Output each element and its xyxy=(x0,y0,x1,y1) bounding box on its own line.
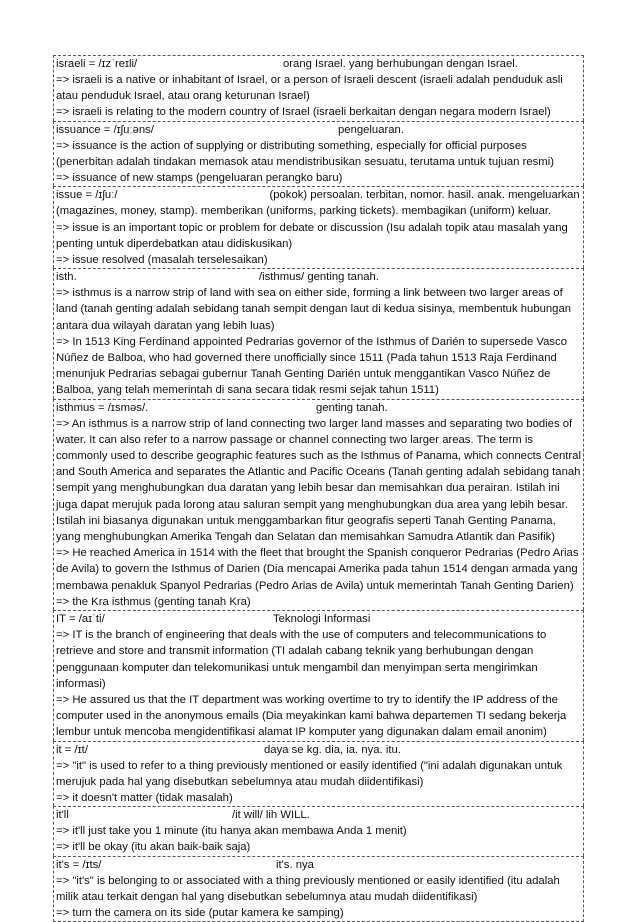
entry-term: it = /ɪt/ xyxy=(56,743,88,756)
entry-term: IT = /aɪˈti/ xyxy=(56,613,105,626)
entry-meaning: /it will/ lih WILL. xyxy=(232,809,310,822)
entry-header xyxy=(56,807,581,823)
entry-issuance xyxy=(53,121,584,187)
entry-meaning: it's. nya xyxy=(276,858,314,871)
entry-itll xyxy=(53,806,584,855)
dictionary-page xyxy=(53,55,584,922)
entry-header xyxy=(56,56,581,72)
entry-header xyxy=(56,857,581,873)
entry-line: => An isthmus is a narrow strip of land connecting two larger land masses and separating two bodies of water. It can also refer to a narrow passage or channel connecting two larger areas. The term is commonly used to describe geographic features such as the Isthmus of Panama, which connects Central and South America and separates the Atlantic and Pacific Oceans (Tanah genting adalah sebidang tanah sempit yang menghubungkan dua daratan yang lebih besar dan memisahkan dua perairan. Istilah ini juga dapat merujuk pada lorong atau saluran sempit yang menghubungkan dua area yang lebih besar. Istilah ini biasanya digunakan untuk menggambarkan fitur geografis seperti Tanah Genting Panama, yang menghubungkan Amerika Tengah dan Selatan dan memisahkan Samudra Atlantik dan Pasifik) xyxy=(56,417,581,544)
entry-term: it's = /ɪts/ xyxy=(56,858,102,871)
entry-isthmus xyxy=(53,399,584,610)
entry-line: => issuance is the action of supplying or distributing something, especially for official purposes (penerbitan adalah tindakan memasok atau mendistribusikan sesuatu, terutama untuk tujuan resmi) xyxy=(56,139,554,168)
entry-it-acronym xyxy=(53,610,584,740)
entry-header xyxy=(56,187,581,219)
entry-line: => isthmus is a narrow strip of land with sea on either side, forming a link between two larger areas of land (tanah genting adalah sebidang tanah sempit dengan laut di kedua sisinya, membentuk hubungan antara dua wilayah daratan yang lebih luas) xyxy=(56,287,572,332)
entry-its xyxy=(53,856,584,922)
entry-line: => israeli is a native or inhabitant of Israel, or a person of Israeli descent (israeli adalah penduduk asli atau penduduk Israel, atau orang keturunan Israel) xyxy=(56,74,563,103)
entry-meaning: (pokok) persoalan. terbitan, nomor. hasil. anak. mengeluarkan (magazines, money, stamp). memberikan (uniforms, parking tickets). membagikan (uniform) keluar. xyxy=(56,189,580,218)
entry-term: israeli = /ɪzˈreɪli/ xyxy=(56,58,138,70)
entry-line: => "it" is used to refer to a thing previously mentioned or easily identified ("ini adalah digunakan untuk merujuk pada hal yang disebutkan sebelumnya atau mudah diidentifikasi) xyxy=(56,759,563,788)
entry-meaning: pengeluaran. xyxy=(338,123,404,136)
entry-meaning: daya se kg. dia, ia. nya. itu. xyxy=(264,743,401,756)
entry-line: => In 1513 King Ferdinand appointed Pedrarias governor of the Isthmus of Darién to supersede Vasco Núñez de Balboa, who had governed there unofficially since 1511 (Pada tahun 1513 Raja Ferdinand menunjuk Pedrarias sebagai gubernur Tanah Genting Darién untuk menggantikan Vasco Núñez de Balboa, yang telah memerintah di sana secara tidak resmi sejak tahun 1511) xyxy=(56,335,567,397)
entry-isth xyxy=(53,268,584,398)
entry-meaning: Teknologi Informasi xyxy=(273,613,371,626)
entry-line: => it'll be okay (itu akan baik-baik saja) xyxy=(56,841,251,854)
entry-term: issue = /ɪʃuː/ xyxy=(56,189,118,202)
entry-header xyxy=(56,400,581,416)
entry-line: => He reached America in 1514 with the fleet that brought the Spanish conqueror Pedrarias (Pedro Arias de Avila) to govern the Isthmus of Darien (Dia mencapai Amerika pada tahun 1514 dengan armada yang membawa penakluk Spanyol Pedrarias (Pedro Arias de Avila) untuk memerintah Tanah Genting Darien) xyxy=(56,547,579,592)
entry-line: => issue is an important topic or problem for debate or discussion (Isu adalah topik atau masalah yang penting untuk diperdebatkan atau didiskusikan) xyxy=(56,221,568,250)
entry-header xyxy=(56,611,581,627)
entry-term: isth. xyxy=(56,271,77,284)
entry-term: issuance = /ɪʃuːəns/ xyxy=(56,123,154,136)
entry-meaning: /isthmus/ genting tanah. xyxy=(259,271,379,284)
entry-header xyxy=(56,742,581,758)
entry-line: => turn the camera on its side (putar kamera ke samping) xyxy=(56,906,344,919)
entry-term: it'll xyxy=(56,809,69,822)
entry-header xyxy=(56,269,581,285)
entry-meaning: genting tanah. xyxy=(316,401,388,414)
entry-meaning: orang Israel. yang berhubungan dengan Israel. xyxy=(283,58,518,70)
entry-line: => issue resolved (masalah terselesaikan) xyxy=(56,254,268,267)
entry-line: => issuance of new stamps (pengeluaran perangko baru) xyxy=(56,172,343,185)
entry-line: => the Kra isthmus (genting tanah Kra) xyxy=(56,595,251,608)
entry-term: isthmus = /ɪsməs/. xyxy=(56,401,149,414)
entry-israeli xyxy=(53,55,584,121)
entry-issue xyxy=(53,186,584,268)
entry-line: => israeli is relating to the modern country of Israel (israeli berkaitan dengan negara modern Israel) xyxy=(56,106,551,119)
entry-line: => IT is the branch of engineering that deals with the use of computers and telecommunications to retrieve and store and transmit information (TI adalah cabang teknik yang berhubungan dengan penggunaan komputer dan telekomunikasi untuk mengambil dan menyimpan serta mengirimkan informasi) xyxy=(56,629,547,690)
entry-it xyxy=(53,741,584,807)
entry-header xyxy=(56,122,581,138)
entry-line: => "it's" is belonging to or associated with a thing previously mentioned or easily identified (itu adalah milik atau terkait dengan hal yang disebutkan sebelumnya atau mudah diidentifikasi) xyxy=(56,874,560,903)
entry-line: => it doesn't matter (tidak masalah) xyxy=(56,791,233,804)
entry-line: => it'll just take you 1 minute (itu hanya akan membawa Anda 1 menit) xyxy=(56,825,407,838)
entry-line: => He assured us that the IT department was working overtime to try to identify the IP address of the computer used in the anonymous emails (Dia meyakinkan kami bahwa departemen TI sedang bekerja lembur untuk mencoba mengidentifikasi alamat IP komputer yang digunakan dalam email anonim) xyxy=(56,693,567,739)
